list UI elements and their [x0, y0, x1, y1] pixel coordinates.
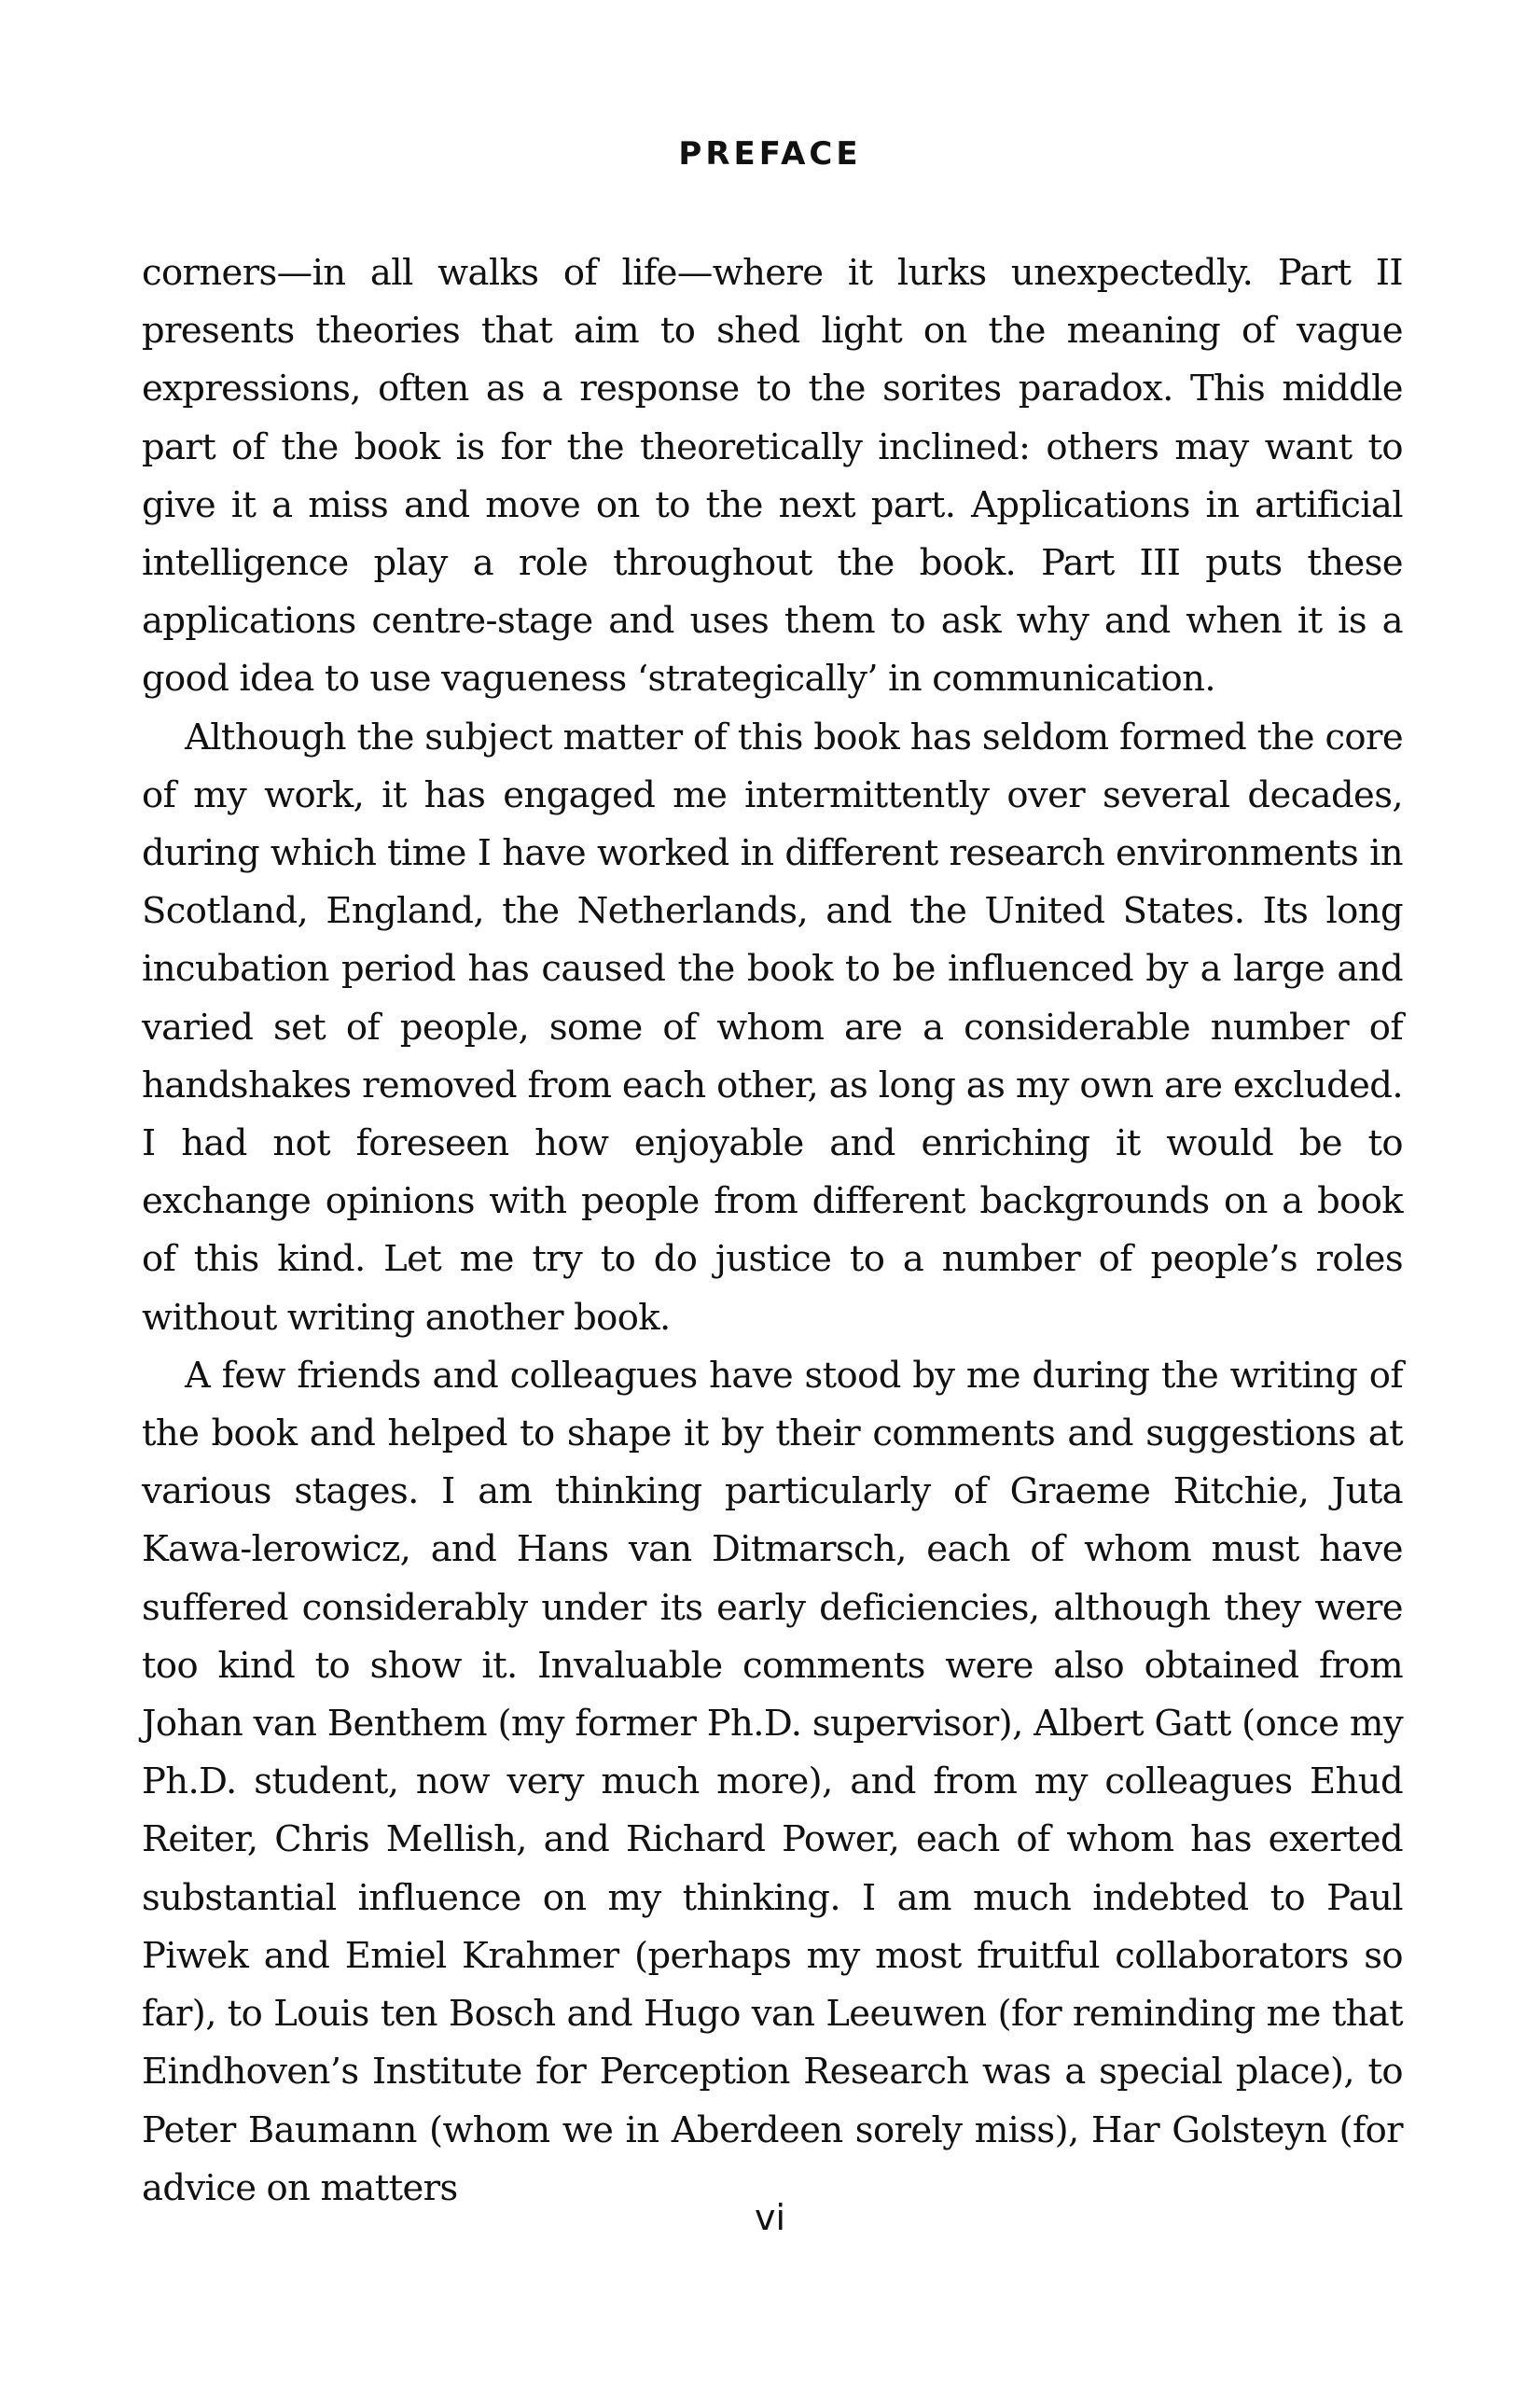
page-number: vi — [754, 2197, 786, 2238]
running-head: PREFACE — [678, 135, 862, 173]
paragraph: A few friends and colleagues have stood by me during the writing of the book and helped to shape it by their comments and suggestions at various stages. I am thinking particularly of Graeme Ritchie, Juta Kawa-lerowicz, and Hans van Ditmarsch, each of whom must have suffered considerably under its early deficiencies, although they were too kind to show it. Invaluable comments were also obtained from Johan van Benthem (my former Ph.D. supervisor), Albert Gatt (once my Ph.D. student, now very much more), and from my colleagues Ehud Reiter, Chris Mellish, and Richard Power, each of whom has exerted substantial influence on my thinking. I am much indebted to Paul Piwek and Emiel Krahmer (perhaps my most fruitful collaborators so far), to Louis ten Bosch and Hugo van Leeuwen (for reminding me that Eindhoven’s Institute for Perception Research was a special place), to Peter Baumann (whom we in Aberdeen sorely miss), Har Golsteyn (for advice on matters — [142, 1354, 1403, 2209]
paragraph-continued: corners—in all walks of life—where it lurks unexpectedly. Part II presents theories that aim to shed light on the meaning of vague expressions, often as a response to the sorites paradox. This middle part of the book is for the theoretically inclined: others may want to give it a miss and move on to the next part. Applications in artificial intelligence play a role throughout the book. Part III puts these applications centre-stage and uses them to ask why and when it is a good idea to use vagueness ‘strategically’ in communication. — [142, 252, 1403, 701]
body-text — [142, 244, 1403, 2218]
paragraph: Although the subject matter of this book has seldom formed the core of my work, it has engaged me intermittently over several decades, during which time I have worked in different research environments in Scotland, England, the Netherlands, and the United States. Its long incubation period has caused the book to be influenced by a large and varied set of people, some of whom are a considerable number of handshakes removed from each other, as long as my own are excluded. I had not foreseen how enjoyable and enriching it would be to exchange opinions with people from different backgrounds on a book of this kind. Let me try to do justice to a number of people’s roles without writing another book. — [142, 716, 1403, 1339]
